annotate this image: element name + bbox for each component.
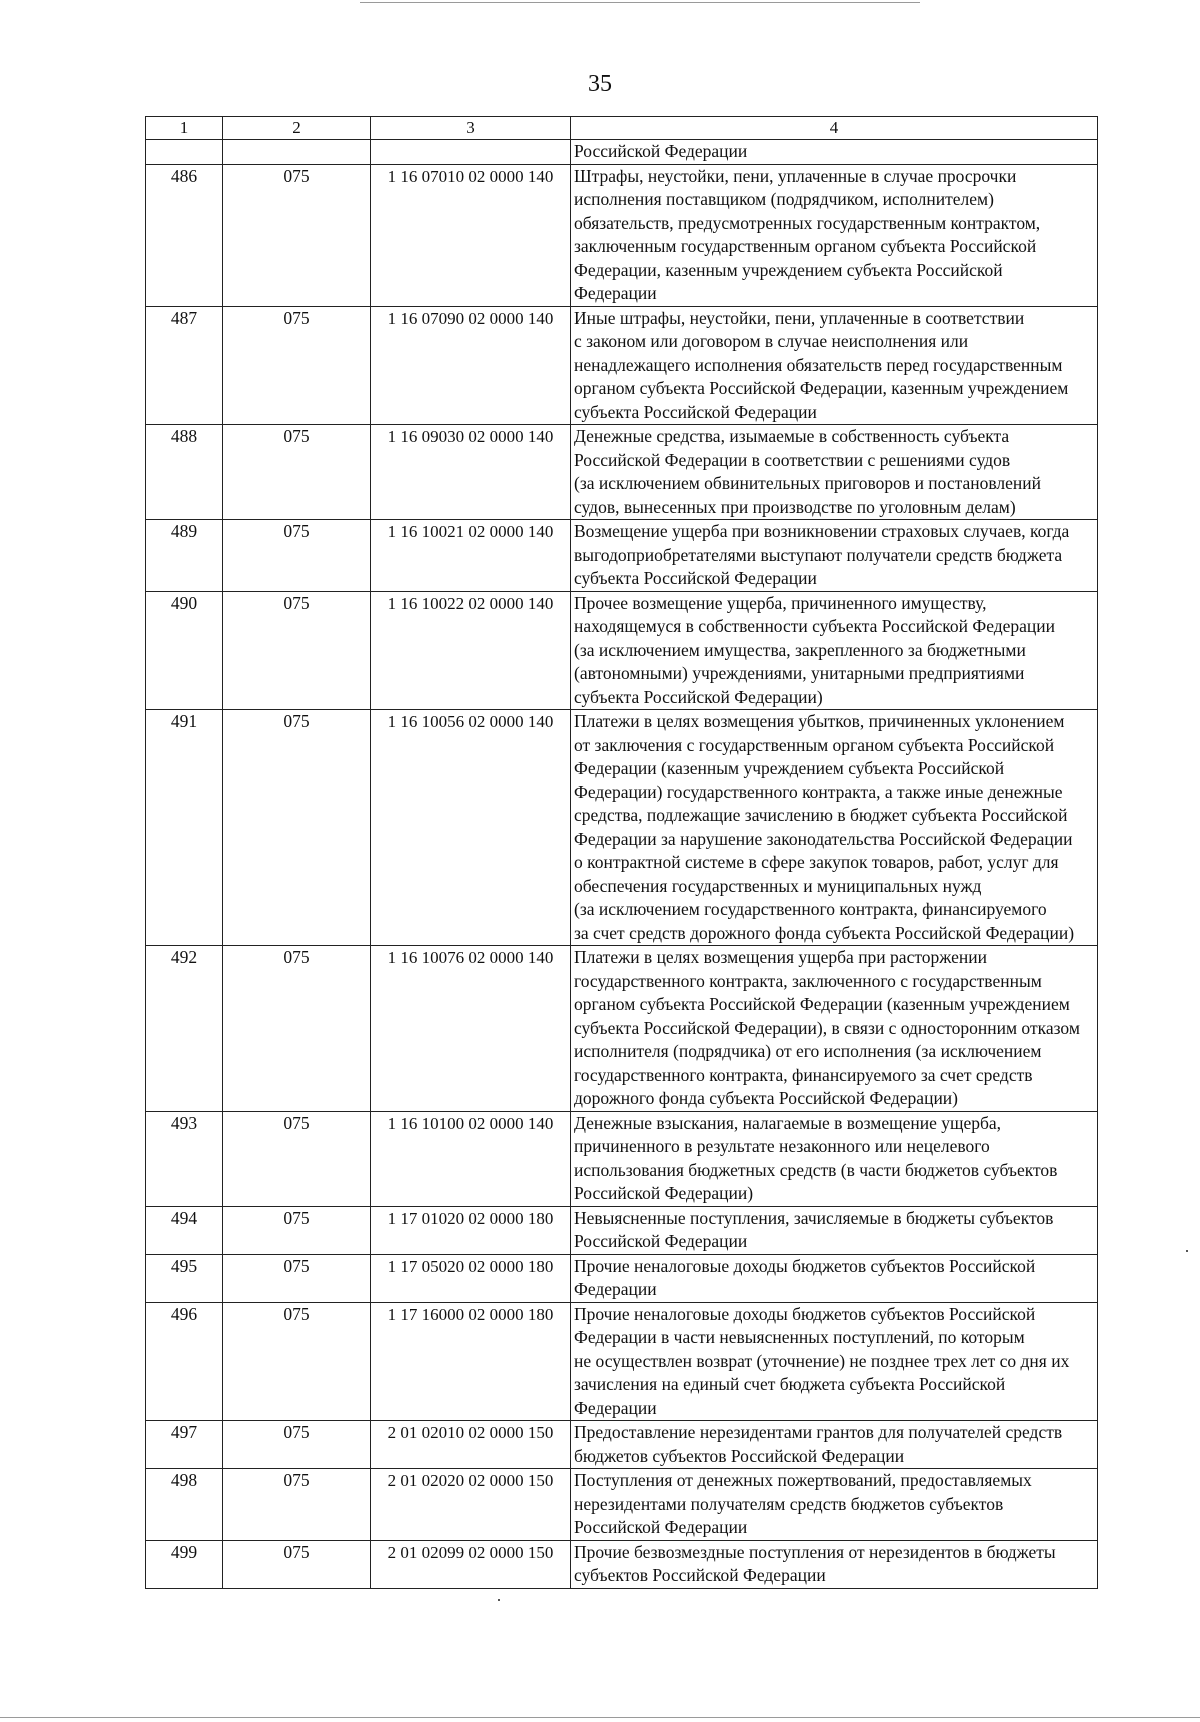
table-row bbox=[146, 591, 1098, 710]
budget-code-cell: 1 16 07010 02 0000 140 bbox=[371, 164, 571, 306]
budget-code-cell: 2 01 02099 02 0000 150 bbox=[371, 1540, 571, 1588]
income-description-cell: Возмещение ущерба при возникновении страховых случаев, когда выгодоприобретателями выступают получатели средств бюджета субъекта Российской Федерации bbox=[571, 520, 1098, 592]
admin-code-cell: 075 bbox=[223, 1302, 371, 1421]
admin-code-cell: 075 bbox=[223, 1421, 371, 1469]
continuation-text: Российской Федерации bbox=[571, 140, 1098, 165]
column-header-4: 4 bbox=[571, 117, 1098, 140]
admin-code-cell: 075 bbox=[223, 1254, 371, 1302]
table-row bbox=[146, 1206, 1098, 1254]
empty-cell bbox=[371, 140, 571, 165]
admin-code-cell: 075 bbox=[223, 425, 371, 520]
income-description-cell: Поступления от денежных пожертвований, предоставляемых нерезидентами получателям средств бюджетов субъектов Российской Федерации bbox=[571, 1469, 1098, 1541]
income-description-cell: Предоставление нерезидентами грантов для получателей средств бюджетов субъектов Российской Федерации bbox=[571, 1421, 1098, 1469]
row-number-cell: 491 bbox=[146, 710, 223, 946]
table-row bbox=[146, 520, 1098, 592]
row-number-cell: 497 bbox=[146, 1421, 223, 1469]
budget-code-cell: 2 01 02020 02 0000 150 bbox=[371, 1469, 571, 1541]
budget-code-cell: 1 16 10022 02 0000 140 bbox=[371, 591, 571, 710]
admin-code-cell: 075 bbox=[223, 1111, 371, 1206]
empty-cell bbox=[223, 140, 371, 165]
row-number-cell: 487 bbox=[146, 306, 223, 425]
page-number: 35 bbox=[588, 71, 612, 97]
budget-code-cell: 1 17 16000 02 0000 180 bbox=[371, 1302, 571, 1421]
table-row bbox=[146, 164, 1098, 306]
budget-code-cell: 1 16 07090 02 0000 140 bbox=[371, 306, 571, 425]
income-description-cell: Платежи в целях возмещения ущерба при расторжении государственного контракта, заключенного с государственным органом субъекта Российской Федерации (казенным учреждением субъекта Российской Федерации), в связи с односторонним отказом исполнителя (подрядчика) от его исполнения (за исключением государственного контракта, финансируемого за счет средств дорожного фонда субъекта Российской Федерации) bbox=[571, 946, 1098, 1112]
scan-bottom-edge bbox=[0, 1717, 1200, 1718]
admin-code-cell: 075 bbox=[223, 1469, 371, 1541]
budget-code-cell: 2 01 02010 02 0000 150 bbox=[371, 1421, 571, 1469]
budget-code-cell: 1 16 10021 02 0000 140 bbox=[371, 520, 571, 592]
income-description-cell: Прочие безвозмездные поступления от нерезидентов в бюджеты субъектов Российской Федерации bbox=[571, 1540, 1098, 1588]
column-header-3: 3 bbox=[371, 117, 571, 140]
table-row bbox=[146, 946, 1098, 1112]
row-number-cell: 489 bbox=[146, 520, 223, 592]
income-description-cell: Прочие неналоговые доходы бюджетов субъектов Российской Федерации в части невыясненных поступлений, по которым не осуществлен возврат (уточнение) не позднее трех лет со дня их зачисления на единый счет бюджета субъекта Российской Федерации bbox=[571, 1302, 1098, 1421]
admin-code-cell: 075 bbox=[223, 1206, 371, 1254]
scan-top-edge bbox=[360, 2, 920, 3]
row-number-cell: 498 bbox=[146, 1469, 223, 1541]
budget-code-cell: 1 16 09030 02 0000 140 bbox=[371, 425, 571, 520]
table-row bbox=[146, 306, 1098, 425]
admin-code-cell: 075 bbox=[223, 520, 371, 592]
budget-code-table bbox=[145, 116, 1098, 1589]
table-row bbox=[146, 1540, 1098, 1588]
income-description-cell: Прочее возмещение ущерба, причиненного имуществу, находящемуся в собственности субъекта Российской Федерации (за исключением имущества, закрепленного за бюджетными (автономными) учреждениями, унитарными предприятиями субъекта Российской Федерации) bbox=[571, 591, 1098, 710]
row-number-cell: 494 bbox=[146, 1206, 223, 1254]
row-number-cell: 492 bbox=[146, 946, 223, 1112]
budget-code-cell: 1 16 10100 02 0000 140 bbox=[371, 1111, 571, 1206]
row-number-cell: 495 bbox=[146, 1254, 223, 1302]
row-number-cell: 488 bbox=[146, 425, 223, 520]
scan-dust-mark bbox=[498, 1599, 500, 1601]
budget-code-cell: 1 17 01020 02 0000 180 bbox=[371, 1206, 571, 1254]
income-description-cell: Прочие неналоговые доходы бюджетов субъектов Российской Федерации bbox=[571, 1254, 1098, 1302]
empty-cell bbox=[146, 140, 223, 165]
budget-code-cell: 1 16 10076 02 0000 140 bbox=[371, 946, 571, 1112]
continuation-row bbox=[146, 140, 1098, 165]
row-number-cell: 496 bbox=[146, 1302, 223, 1421]
admin-code-cell: 075 bbox=[223, 591, 371, 710]
row-number-cell: 499 bbox=[146, 1540, 223, 1588]
table-row bbox=[146, 1254, 1098, 1302]
income-description-cell: Штрафы, неустойки, пени, уплаченные в случае просрочки исполнения поставщиком (подрядчиком, исполнителем) обязательств, предусмотренных государственным контрактом, заключенным государственным органом субъекта Российской Федерации, казенным учреждением субъекта Российской Федерации bbox=[571, 164, 1098, 306]
budget-code-cell: 1 16 10056 02 0000 140 bbox=[371, 710, 571, 946]
table-row bbox=[146, 1421, 1098, 1469]
row-number-cell: 486 bbox=[146, 164, 223, 306]
admin-code-cell: 075 bbox=[223, 946, 371, 1112]
column-header-1: 1 bbox=[146, 117, 223, 140]
income-description-cell: Денежные средства, изымаемые в собственность субъекта Российской Федерации в соответствии с решениями судов (за исключением обвинительных приговоров и постановлений судов, вынесенных при производстве по уголовным делам) bbox=[571, 425, 1098, 520]
table-row bbox=[146, 710, 1098, 946]
admin-code-cell: 075 bbox=[223, 306, 371, 425]
table-header-row bbox=[146, 117, 1098, 140]
table-row bbox=[146, 425, 1098, 520]
income-description-cell: Денежные взыскания, налагаемые в возмещение ущерба, причиненного в результате незаконного или нецелевого использования бюджетных средств (в части бюджетов субъектов Российской Федерации) bbox=[571, 1111, 1098, 1206]
row-number-cell: 493 bbox=[146, 1111, 223, 1206]
admin-code-cell: 075 bbox=[223, 710, 371, 946]
scan-dust-mark bbox=[1186, 1250, 1188, 1252]
table-row bbox=[146, 1469, 1098, 1541]
table-row bbox=[146, 1302, 1098, 1421]
income-description-cell: Иные штрафы, неустойки, пени, уплаченные в соответствии с законом или договором в случае неисполнения или ненадлежащего исполнения обязательств перед государственным органом субъекта Российской Федерации, казенным учреждением субъекта Российской Федерации bbox=[571, 306, 1098, 425]
budget-code-cell: 1 17 05020 02 0000 180 bbox=[371, 1254, 571, 1302]
income-description-cell: Невыясненные поступления, зачисляемые в бюджеты субъектов Российской Федерации bbox=[571, 1206, 1098, 1254]
table-row bbox=[146, 1111, 1098, 1206]
admin-code-cell: 075 bbox=[223, 1540, 371, 1588]
income-description-cell: Платежи в целях возмещения убытков, причиненных уклонением от заключения с государственным органом субъекта Российской Федерации (казенным учреждением субъекта Российской Федерации) государственного контракта, а также иные денежные средства, подлежащие зачислению в бюджет субъекта Российской Федерации за нарушение законодательства Российской Федерации о контрактной системе в сфере закупок товаров, работ, услуг для обеспечения государственных и муниципальных нужд (за исключением государственного контракта, финансируемого за счет средств дорожного фонда субъекта Российской Федерации) bbox=[571, 710, 1098, 946]
column-header-2: 2 bbox=[223, 117, 371, 140]
row-number-cell: 490 bbox=[146, 591, 223, 710]
admin-code-cell: 075 bbox=[223, 164, 371, 306]
